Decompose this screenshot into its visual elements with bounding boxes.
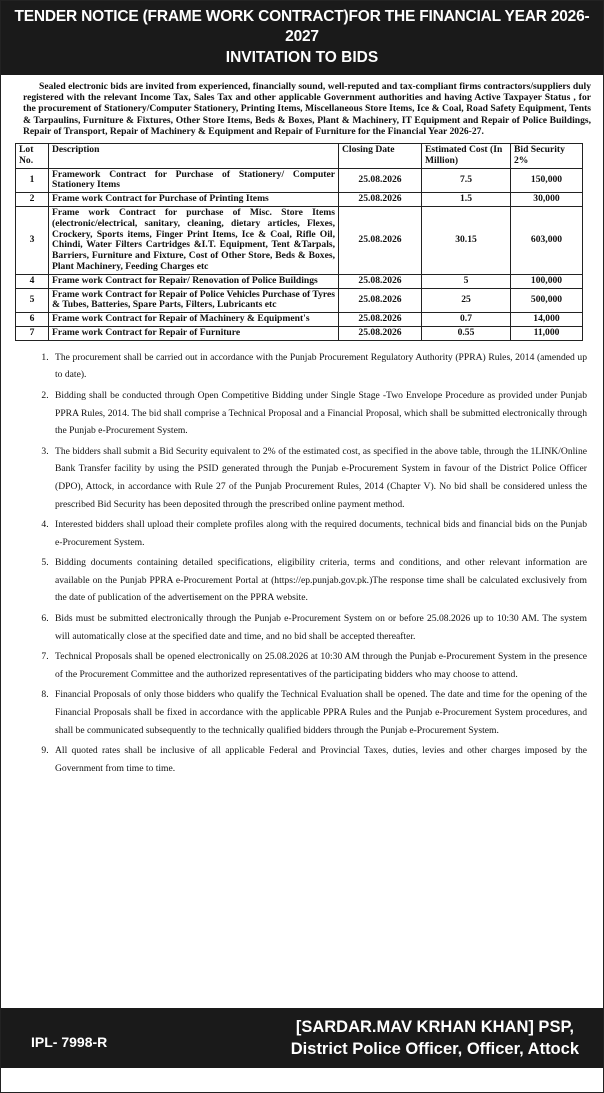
table-row	[16, 207, 583, 275]
estimated-cost: 25	[422, 288, 511, 313]
closing-date: 25.08.2026	[339, 288, 422, 313]
term-item: 2. Bidding shall be conducted through Open Competitive Bidding under Single Stage -Two Envelope Procedure as provided under Punjab PPRA Rules, 2014. The bid shall comprise a Technical Proposal and a Financial Proposal, which shall be submitted electronically through the Punjab e-Procurement System.	[51, 387, 587, 440]
header-closing-date: Closing Date	[339, 144, 422, 169]
notice-footer	[1, 1008, 603, 1068]
lot-description: Frame work Contract for Repair/ Renovation of Police Buildings	[49, 274, 339, 288]
signatory-name: [SARDAR.MAV KRHAN KHAN] PSP,	[295, 1018, 574, 1036]
closing-date: 25.08.2026	[339, 274, 422, 288]
lots-table	[15, 143, 583, 341]
lot-number: 5	[16, 288, 49, 313]
estimated-cost: 7.5	[422, 168, 511, 193]
signatory-block	[291, 1016, 579, 1060]
term-item: 8. Financial Proposals of only those bidders who qualify the Technical Evaluation shall be opened. The date and time for the opening of the Financial Proposals shall be fixed in accordance with the applicable PPRA Rules and the Punjab e-Procurement System procedures, and shall be communicated subsequently to the technically qualified bidders through the Punjab e-Procurement System.	[51, 686, 587, 739]
term-item: 9. All quoted rates shall be inclusive of all applicable Federal and Provincial Taxes, duties, levies and other charges imposed by the Government from time to time.	[51, 742, 587, 777]
lot-number: 1	[16, 168, 49, 193]
lot-number: 6	[16, 313, 49, 327]
bid-security: 100,000	[511, 274, 583, 288]
table-header-row	[16, 144, 583, 169]
lot-description: Frame work Contract for Repair of Furniture	[49, 326, 339, 340]
header-lot: Lot No.	[16, 144, 49, 169]
lot-description: Frame work Contract for Repair of Police Vehicles Purchase of Tyres & Tubes, Batteries, Spare Parts, Filters, Lubricants etc	[49, 288, 339, 313]
closing-date: 25.08.2026	[339, 313, 422, 327]
lot-number: 7	[16, 326, 49, 340]
lot-description: Frame work Contract for purchase of Misc. Store Items (electronic/electrical, sanitary, cleaning, dietary articles, Flexes, Crockery, Sports items, Finger Print Items, Ice & Coal, Rifle Oil, Chindi, Water Filters Cartridges &I.T. Equipment, Tent &Tarpals, Barriers, Furniture and Fixture, Cost of Other Store, Beds & Boxes, Plant Machinery, Feeding Charges etc	[49, 207, 339, 275]
table-row	[16, 274, 583, 288]
advert-reference: IPL- 7998-R	[31, 1034, 108, 1050]
term-item: 3. The bidders shall submit a Bid Security equivalent to 2% of the estimated cost, as specified in the above table, through the 1LINK/Online Bank Transfer facility by using the PSID generated through the Punjab e-Procurement System in favour of the District Police Officer (DPO), Attock, in accordance with Rule 27 of the Punjab Procurement Rules, 2014 (Chapter V). No bid shall be considered unless the prescribed Bid Security has been deposited through the prescribed online payment method.	[51, 443, 587, 513]
header-description: Description	[49, 144, 339, 169]
header-bid-security: Bid Security 2%	[511, 144, 583, 169]
lot-description: Frame work Contract for Purchase of Printing Items	[49, 193, 339, 207]
bid-security: 30,000	[511, 193, 583, 207]
bid-security: 500,000	[511, 288, 583, 313]
estimated-cost: 5	[422, 274, 511, 288]
closing-date: 25.08.2026	[339, 326, 422, 340]
closing-date: 25.08.2026	[339, 193, 422, 207]
notice-header	[1, 1, 603, 75]
estimated-cost: 0.7	[422, 313, 511, 327]
estimated-cost: 0.55	[422, 326, 511, 340]
table-row	[16, 193, 583, 207]
estimated-cost: 30.15	[422, 207, 511, 275]
notice-title: TENDER NOTICE (FRAME WORK CONTRACT)FOR THE FINANCIAL YEAR 2026-2027	[14, 8, 590, 45]
table-row	[16, 313, 583, 327]
lot-description: Frame work Contract for Repair of Machinery & Equipment's	[49, 313, 339, 327]
term-item: 5. Bidding documents containing detailed specifications, eligibility criteria, terms and conditions, and other relevant information are available on the Punjab PPRA e-Procurement Portal at (https://ep.punjab.gov.pk.)The response time shall be calculated exclusively from the date of publication of the advertisement on the PPRA website.	[51, 554, 587, 607]
table-row	[16, 168, 583, 193]
bid-security: 14,000	[511, 313, 583, 327]
table-row	[16, 288, 583, 313]
terms-list	[1, 349, 603, 778]
intro-paragraph: Sealed electronic bids are invited from experienced, financially sound, well-reputed and tax-compliant firms contractors/suppliers duly registered with the relevant Income Tax, Sales Tax and other applicable Government authorities and having Active Taxpayer Status , for the procurement of Stationery/Computer Stationery, Printing Items, Miscellaneous Store Items, Ice & Coal, Road Safety Equipment, Tents & Tarpaulins, Furniture & Fixtures, Other Store Items, Beds & Boxes, Plant & Machinery, IT Equipment and Repair of Police Buildings, Repair of Transport, Repair of Machinery & Equipment and Repair of Furniture for the Financial Year 2026-27.	[23, 81, 591, 137]
term-item: 4. Interested bidders shall upload their complete profiles along with the required documents, technical bids and financial bids on the Punjab e-Procurement System.	[51, 516, 587, 551]
term-item: 1. The procurement shall be carried out in accordance with the Punjab Procurement Regulatory Authority (PPRA) Rules, 2014 (amended up to date).	[51, 349, 587, 384]
term-item: 7. Technical Proposals shall be opened electronically on 25.08.2026 at 10:30 AM through the Punjab e-Procurement System in the presence of the Procurement Committee and the authorized representatives of the participating bidders who may choose to attend.	[51, 648, 587, 683]
notice-subtitle: INVITATION TO BIDS	[225, 49, 379, 66]
header-estimated-cost: Estimated Cost (In Million)	[422, 144, 511, 169]
lot-number: 2	[16, 193, 49, 207]
lot-number: 4	[16, 274, 49, 288]
lot-description: Framework Contract for Purchase of Stationery/ Computer Stationery Items	[49, 168, 339, 193]
estimated-cost: 1.5	[422, 193, 511, 207]
table-row	[16, 326, 583, 340]
lot-number: 3	[16, 207, 49, 275]
bid-security: 11,000	[511, 326, 583, 340]
signatory-title: District Police Officer, Officer, Attock	[290, 1040, 579, 1058]
bid-security: 150,000	[511, 168, 583, 193]
term-item: 6. Bids must be submitted electronically through the Punjab e-Procurement System on or before 25.08.2026 up to 10:30 AM. The system will automatically close at the specified date and time, and no bid shall be accepted thereafter.	[51, 610, 587, 645]
bid-security: 603,000	[511, 207, 583, 275]
closing-date: 25.08.2026	[339, 207, 422, 275]
closing-date: 25.08.2026	[339, 168, 422, 193]
